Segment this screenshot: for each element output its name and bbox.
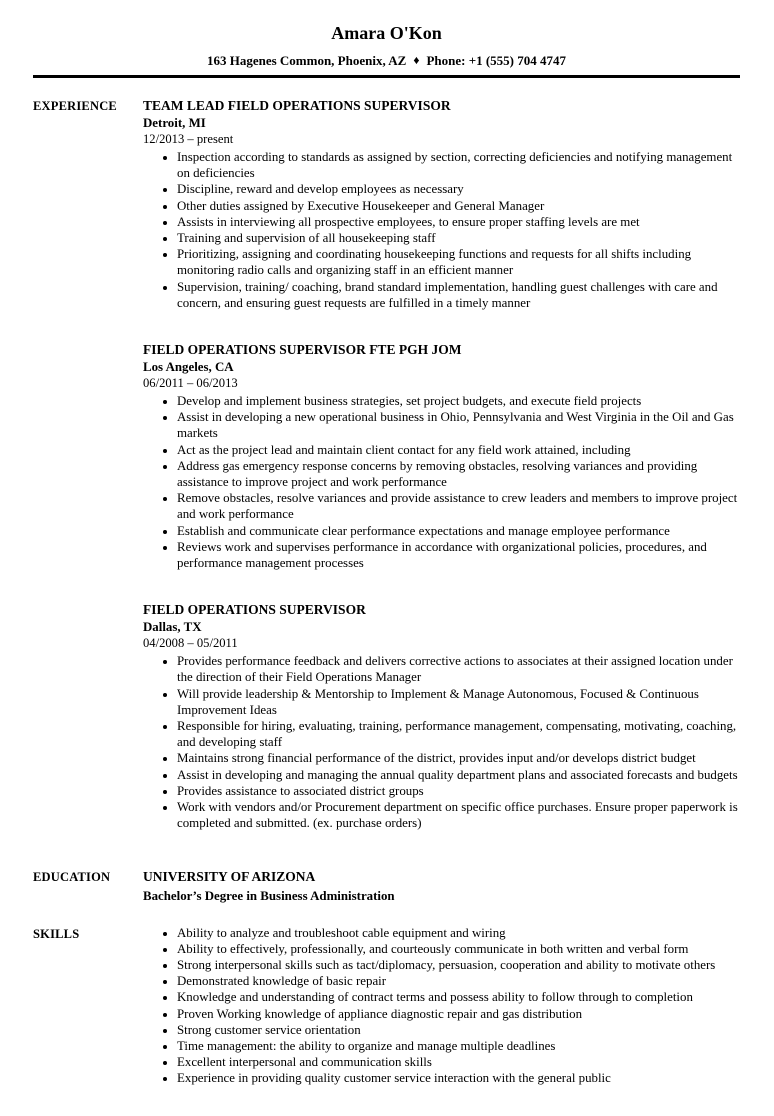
bullet-item: • Assist in developing a new operational business in Ohio, Pennsylvania and West Virginia in the Oil and Gas markets — [177, 409, 740, 441]
bullet-item: • Develop and implement business strategies, set project budgets, and execute field projects — [177, 393, 740, 409]
resume-header — [33, 22, 740, 78]
job-title: TEAM LEAD FIELD OPERATIONS SUPERVISOR — [143, 98, 451, 113]
bullet-item: • Inspection according to standards as assigned by section, correcting deficiencies and notifying management on deficiencies — [177, 149, 740, 181]
job-entry — [143, 97, 740, 311]
contact-phone: Phone: +1 (555) 704 4747 — [426, 53, 567, 68]
education-degree: Bachelor’s Degree in Business Administration — [143, 888, 395, 903]
bullet-item: • Act as the project lead and maintain client contact for any field work attained, including — [177, 442, 740, 458]
education-section — [33, 868, 740, 904]
experience-label: EXPERIENCE — [33, 99, 117, 113]
skills-label: SKILLS — [33, 926, 80, 941]
bullet-item: • Proven Working knowledge of appliance diagnostic repair and gas distribution — [177, 1006, 740, 1022]
bullet-item: • Establish and communicate clear performance expectations and manage employee performance — [177, 523, 740, 539]
job-bullets — [143, 653, 740, 831]
bullet-item: • Responsible for hiring, evaluating, training, performance management, compensating, motivating, coaching, and developing staff — [177, 718, 740, 750]
job-title: FIELD OPERATIONS SUPERVISOR — [143, 602, 366, 618]
skills-bullets — [143, 925, 740, 1087]
job-dates: 12/2013 – present — [143, 132, 234, 146]
header-divider — [33, 75, 740, 78]
job-dates: 06/2011 – 06/2013 — [143, 376, 238, 391]
job-bullets — [143, 393, 740, 571]
bullet-item: • Supervision, training/ coaching, brand standard implementation, handling guest challenges with care and concern, and ensuring guest requests are fulfilled in a timely manner — [177, 279, 740, 311]
bullet-item: • Excellent interpersonal and communication skills — [177, 1054, 740, 1070]
education-content — [143, 868, 740, 904]
job-bullets — [143, 149, 740, 311]
bullet-item: • Strong interpersonal skills such as tact/diplomacy, persuasion, cooperation and ability to motivate others — [177, 957, 740, 973]
bullet-item: • Training and supervision of all housekeeping staff — [177, 230, 740, 246]
experience-content — [143, 97, 740, 832]
bullet-item: • Address gas emergency response concerns by removing obstacles, resolving variances and providing assistance to improve project and work performance — [177, 458, 740, 490]
job-title: FIELD OPERATIONS SUPERVISOR FTE PGH JOM — [143, 342, 462, 358]
job-entry — [143, 341, 740, 571]
bullet-item: • Ability to analyze and troubleshoot cable equipment and wiring — [177, 925, 740, 941]
bullet-item: • Will provide leadership & Mentorship to Implement & Manage Autonomous, Focused & Continuous Improvement Ideas — [177, 686, 740, 718]
bullet-item: • Reviews work and supervises performance in accordance with organizational policies, procedures, and performance management processes — [177, 539, 740, 571]
candidate-name: Amara O'Kon — [331, 23, 442, 43]
bullet-item: • Provides performance feedback and delivers corrective actions to associates at their assigned location under the direction of their Field Operations Manager — [177, 653, 740, 685]
diamond-icon: ♦ — [413, 53, 420, 67]
job-location: Los Angeles, CA — [143, 360, 234, 375]
education-school: UNIVERSITY OF ARIZONA — [143, 868, 316, 884]
skills-content — [143, 925, 740, 1087]
bullet-item: • Work with vendors and/or Procurement department on specific office purchases. Ensure proper paperwork is completed and submitted. (ex. purchase orders) — [177, 799, 740, 831]
bullet-item: • Discipline, reward and develop employees as necessary — [177, 181, 740, 197]
bullet-item: • Demonstrated knowledge of basic repair — [177, 973, 740, 989]
experience-section — [33, 97, 740, 832]
bullet-item: • Strong customer service orientation — [177, 1022, 740, 1038]
bullet-item: • Remove obstacles, resolve variances and provide assistance to crew leaders and members to improve project and work performance — [177, 490, 740, 522]
bullet-item: • Other duties assigned by Executive Housekeeper and General Manager — [177, 198, 740, 214]
job-entry — [143, 601, 740, 831]
education-label: EDUCATION — [33, 869, 111, 884]
job-location: Dallas, TX — [143, 620, 202, 635]
bullet-item: • Prioritizing, assigning and coordinating housekeeping functions and requests for all shifts including monitoring radio calls and organizing staff in an efficient manner — [177, 246, 740, 278]
contact-address: 163 Hagenes Common, Phoenix, AZ — [206, 53, 407, 68]
bullet-item: • Knowledge and understanding of contract terms and possess ability to follow through to completion — [177, 989, 740, 1005]
job-dates: 04/2008 – 05/2011 — [143, 636, 238, 651]
bullet-item: • Time management: the ability to organize and manage multiple deadlines — [177, 1038, 740, 1054]
bullet-item: • Assists in interviewing all prospective employees, to ensure proper staffing levels are met — [177, 214, 740, 230]
contact-line — [33, 53, 740, 69]
bullet-item: • Provides assistance to associated district groups — [177, 783, 740, 799]
bullet-item: • Ability to effectively, professionally, and courteously communicate in both written and verbal form — [177, 941, 740, 957]
bullet-item: • Assist in developing and managing the annual quality department plans and associated forecasts and budgets — [177, 767, 740, 783]
bullet-item: • Maintains strong financial performance of the district, provides input and/or develops district budget — [177, 750, 740, 766]
bullet-item: • Experience in providing quality customer service interaction with the general public — [177, 1070, 740, 1086]
job-location: Detroit, MI — [143, 116, 206, 130]
skills-section — [33, 925, 740, 1087]
